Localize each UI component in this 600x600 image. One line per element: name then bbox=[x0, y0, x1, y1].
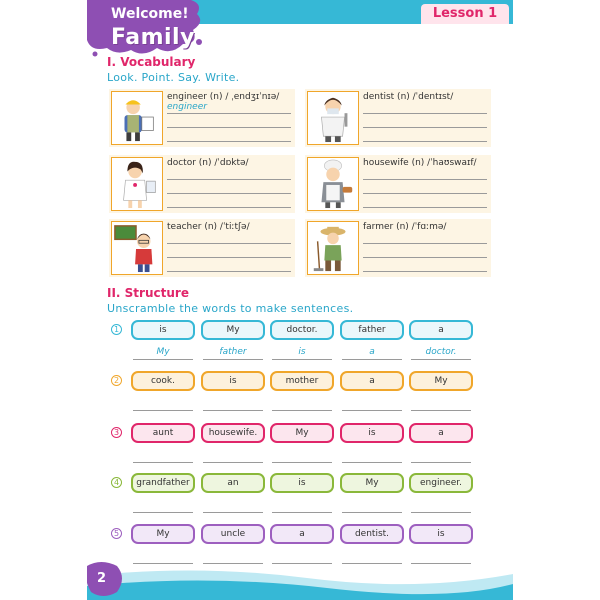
sentence-answer: doctor. bbox=[425, 347, 457, 357]
word-card[interactable]: grandfather bbox=[131, 473, 195, 493]
worksheet-page bbox=[87, 0, 513, 600]
vocab-answer: engineer bbox=[167, 102, 207, 112]
vocab-word: housewife (n) /ˈhaʊswaɪf/ bbox=[363, 158, 477, 168]
footer-wave bbox=[87, 558, 513, 600]
word-card[interactable]: is bbox=[270, 473, 334, 493]
word-card[interactable]: My bbox=[201, 320, 265, 340]
vocab-word: farmer (n) /ˈfɑːmə/ bbox=[363, 222, 447, 232]
welcome-label: Welcome! bbox=[111, 6, 189, 22]
answer-line[interactable] bbox=[411, 462, 471, 463]
word-card[interactable]: dentist. bbox=[340, 524, 404, 544]
word-card[interactable]: a bbox=[340, 371, 404, 391]
answer-line[interactable] bbox=[133, 512, 193, 513]
writing-line[interactable] bbox=[363, 179, 487, 180]
farmer-picture bbox=[307, 221, 359, 275]
answer-line[interactable] bbox=[133, 462, 193, 463]
answer-line[interactable] bbox=[272, 512, 332, 513]
writing-line[interactable] bbox=[167, 243, 291, 244]
page-number: 2 bbox=[97, 571, 107, 586]
word-card[interactable]: is bbox=[131, 320, 195, 340]
vocabulary-instruction: Look. Point. Say. Write. bbox=[107, 71, 240, 84]
vocab-word: engineer (n) / ˌendʒɪˈnɪə/ bbox=[167, 92, 280, 102]
sentence-number: 5 bbox=[111, 528, 122, 539]
vocab-word: dentist (n) /ˈdentɪst/ bbox=[363, 92, 454, 102]
answer-line[interactable] bbox=[272, 462, 332, 463]
vocab-item-housewife bbox=[305, 155, 491, 213]
dentist-picture bbox=[307, 91, 359, 145]
vocabulary-title: I. Vocabulary bbox=[107, 55, 196, 69]
vocab-item-farmer bbox=[305, 219, 491, 277]
word-card[interactable]: aunt bbox=[131, 423, 195, 443]
word-card[interactable]: My bbox=[340, 473, 404, 493]
writing-line[interactable] bbox=[167, 141, 291, 142]
answer-line[interactable] bbox=[203, 462, 263, 463]
writing-line[interactable] bbox=[363, 207, 487, 208]
word-card[interactable]: a bbox=[270, 524, 334, 544]
writing-line[interactable] bbox=[363, 193, 487, 194]
vocab-word: doctor (n) /ˈdɒktə/ bbox=[167, 158, 249, 168]
word-card[interactable]: doctor. bbox=[270, 320, 334, 340]
word-card[interactable]: is bbox=[409, 524, 473, 544]
answer-line[interactable] bbox=[133, 359, 193, 360]
teacher-picture bbox=[111, 221, 163, 275]
writing-line[interactable] bbox=[167, 179, 291, 180]
writing-line[interactable] bbox=[167, 257, 291, 258]
writing-line[interactable] bbox=[363, 257, 487, 258]
sentence-number: 3 bbox=[111, 427, 122, 438]
doctor-picture bbox=[111, 157, 163, 211]
engineer-picture bbox=[111, 91, 163, 145]
answer-line[interactable] bbox=[411, 512, 471, 513]
answer-line[interactable] bbox=[342, 462, 402, 463]
answer-line[interactable] bbox=[203, 359, 263, 360]
structure-instruction: Unscramble the words to make sentences. bbox=[107, 302, 354, 315]
vocab-word: teacher (n) /ˈtiːtʃə/ bbox=[167, 222, 250, 232]
answer-line[interactable] bbox=[133, 410, 193, 411]
sentence-answer: father bbox=[219, 347, 247, 357]
housewife-picture bbox=[307, 157, 359, 211]
answer-line[interactable] bbox=[342, 359, 402, 360]
word-card[interactable]: engineer. bbox=[409, 473, 473, 493]
word-card[interactable]: an bbox=[201, 473, 265, 493]
vocab-item-doctor bbox=[109, 155, 295, 213]
writing-line[interactable] bbox=[167, 193, 291, 194]
word-card[interactable]: father bbox=[340, 320, 404, 340]
word-card[interactable]: cook. bbox=[131, 371, 195, 391]
vocab-item-teacher bbox=[109, 219, 295, 277]
writing-line[interactable] bbox=[167, 113, 291, 114]
writing-line[interactable] bbox=[167, 271, 291, 272]
writing-line[interactable] bbox=[363, 243, 487, 244]
answer-line[interactable] bbox=[272, 410, 332, 411]
vocab-item-dentist bbox=[305, 89, 491, 147]
word-card[interactable]: a bbox=[409, 423, 473, 443]
answer-line[interactable] bbox=[272, 359, 332, 360]
unit-title: Family bbox=[111, 25, 195, 50]
sentence-number: 1 bbox=[111, 324, 122, 335]
writing-line[interactable] bbox=[167, 207, 291, 208]
word-card[interactable]: mother bbox=[270, 371, 334, 391]
sentence-number: 2 bbox=[111, 375, 122, 386]
answer-line[interactable] bbox=[203, 512, 263, 513]
word-card[interactable]: a bbox=[409, 320, 473, 340]
answer-line[interactable] bbox=[342, 410, 402, 411]
word-card[interactable]: is bbox=[340, 423, 404, 443]
word-card[interactable]: is bbox=[201, 371, 265, 391]
word-card[interactable]: My bbox=[131, 524, 195, 544]
answer-line[interactable] bbox=[203, 410, 263, 411]
sentence-answer: is bbox=[298, 347, 306, 357]
sentence-number: 4 bbox=[111, 477, 122, 488]
writing-line[interactable] bbox=[363, 141, 487, 142]
vocab-item-engineer bbox=[109, 89, 295, 147]
answer-line[interactable] bbox=[411, 359, 471, 360]
word-card[interactable]: uncle bbox=[201, 524, 265, 544]
writing-line[interactable] bbox=[363, 127, 487, 128]
sentence-answer: a bbox=[369, 347, 375, 357]
answer-line[interactable] bbox=[342, 512, 402, 513]
writing-line[interactable] bbox=[363, 113, 487, 114]
lesson-label: Lesson 1 bbox=[421, 4, 509, 24]
answer-line[interactable] bbox=[411, 410, 471, 411]
word-card[interactable]: housewife. bbox=[201, 423, 265, 443]
writing-line[interactable] bbox=[167, 127, 291, 128]
word-card[interactable]: My bbox=[270, 423, 334, 443]
word-card[interactable]: My bbox=[409, 371, 473, 391]
sentence-answer: My bbox=[156, 347, 170, 357]
writing-line[interactable] bbox=[363, 271, 487, 272]
structure-title: II. Structure bbox=[107, 286, 189, 300]
